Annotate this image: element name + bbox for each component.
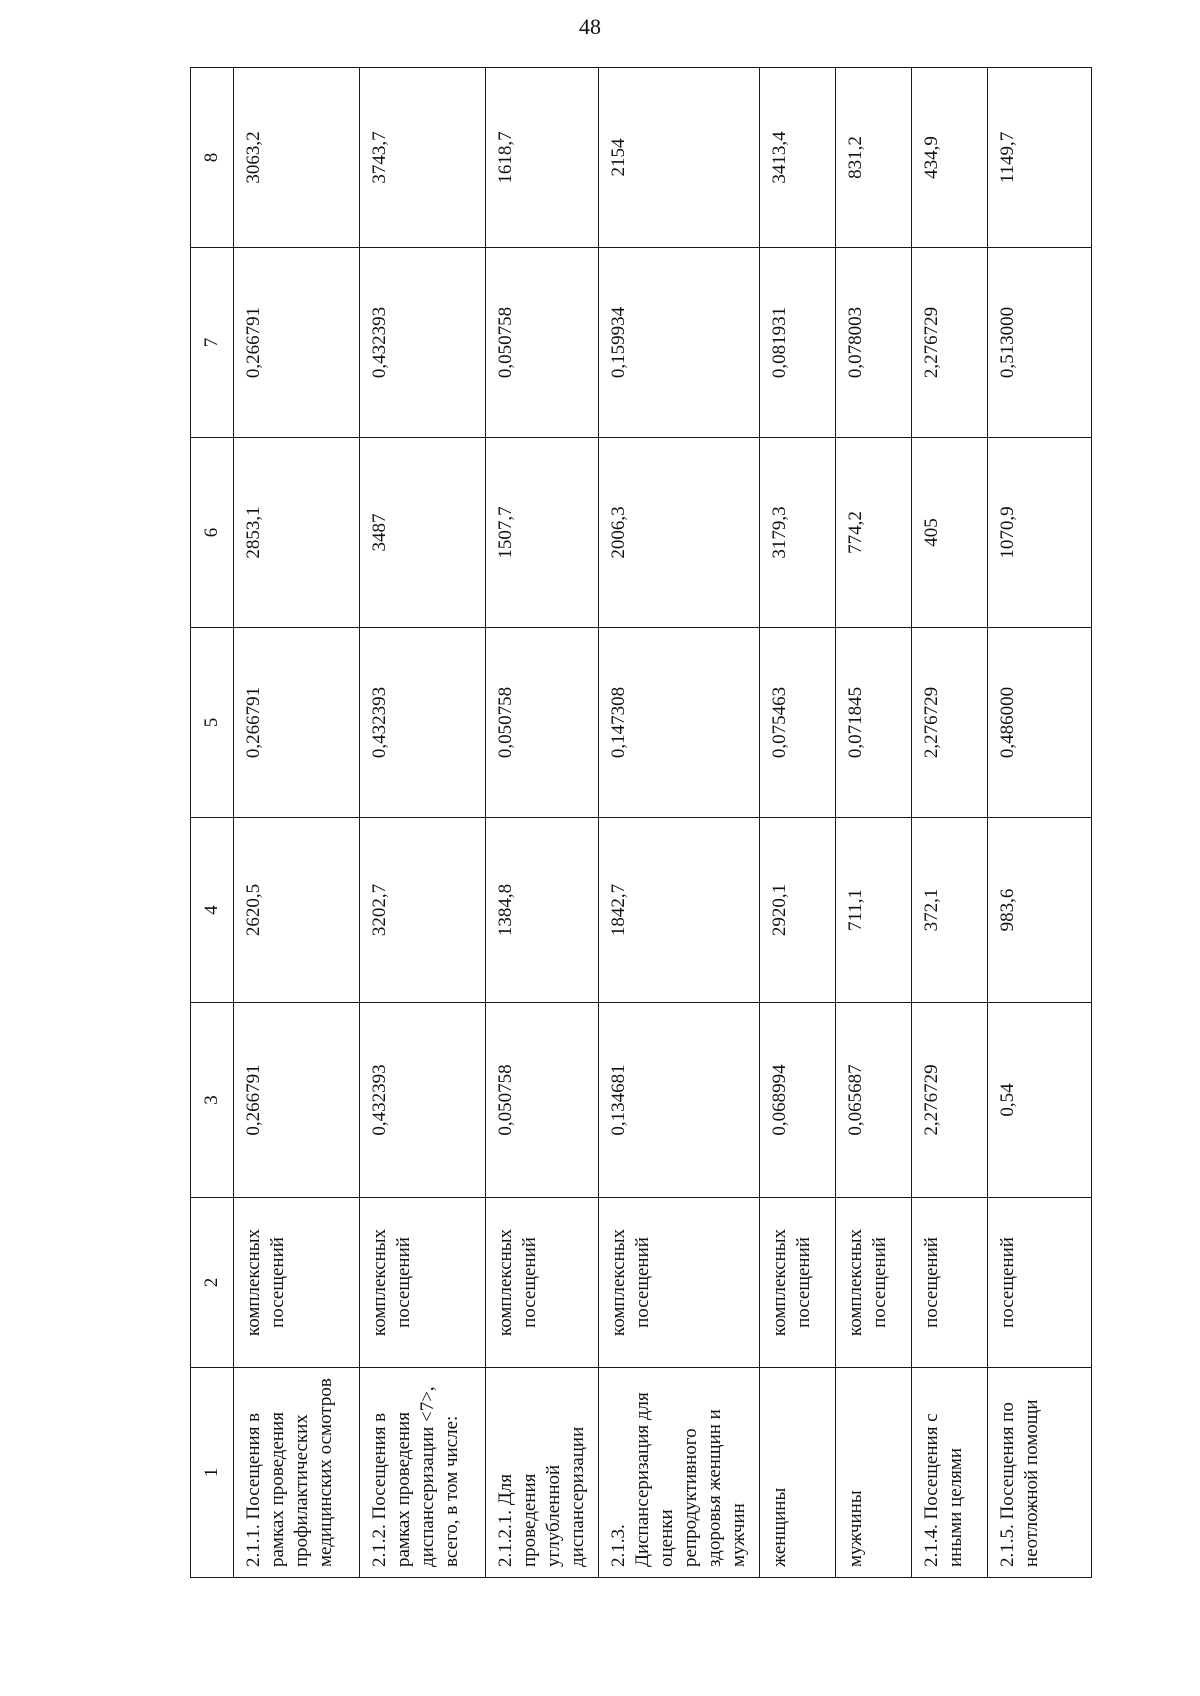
row-unit: посещений	[988, 1198, 1092, 1368]
row-name: мужчины	[836, 1368, 912, 1578]
cell-value: 2,276729	[912, 248, 988, 438]
cell-value: 1618,7	[486, 68, 599, 248]
table-row	[486, 68, 599, 1578]
cell-value: 0,432393	[360, 628, 486, 818]
cell-value: 372,1	[912, 818, 988, 1003]
cell-value: 3413,4	[760, 68, 836, 248]
cell-value: 2006,3	[599, 438, 760, 628]
column-header: 5	[191, 628, 234, 818]
cell-value: 831,2	[836, 68, 912, 248]
cell-value: 3063,2	[234, 68, 360, 248]
row-unit: посещений	[912, 1198, 988, 1368]
cell-value: 2853,1	[234, 438, 360, 628]
cell-value: 3179,3	[760, 438, 836, 628]
cell-value: 2154	[599, 68, 760, 248]
cell-value: 983,6	[988, 818, 1092, 1003]
cell-value: 0,266791	[234, 248, 360, 438]
cell-value: 3487	[360, 438, 486, 628]
table-row	[360, 68, 486, 1578]
cell-value: 0,081931	[760, 248, 836, 438]
header-row	[191, 68, 234, 1578]
row-unit: комплексных посещений	[760, 1198, 836, 1368]
page-number: 48	[579, 14, 601, 39]
row-unit: комплексных посещений	[836, 1198, 912, 1368]
row-unit: комплексных посещений	[360, 1198, 486, 1368]
row-unit: комплексных посещений	[599, 1198, 760, 1368]
cell-value: 711,1	[836, 818, 912, 1003]
row-name: 2.1.4. Посещения с иными целями	[912, 1368, 988, 1578]
row-name: 2.1.5. Посещения по неотложной помощи	[988, 1368, 1092, 1578]
cell-value: 0,54	[988, 1003, 1092, 1198]
table-row	[599, 68, 760, 1578]
row-name: женщины	[760, 1368, 836, 1578]
cell-value: 405	[912, 438, 988, 628]
column-header: 2	[191, 1198, 234, 1368]
cell-value: 2,276729	[912, 1003, 988, 1198]
cell-value: 1507,7	[486, 438, 599, 628]
table-row	[760, 68, 836, 1578]
cell-value: 1384,8	[486, 818, 599, 1003]
row-name: 2.1.3. Диспансеризация для оценки репродуктивного здоровья женщин и мужчин	[599, 1368, 760, 1578]
cell-value: 0,075463	[760, 628, 836, 818]
row-name: 2.1.2.1. Для проведения углубленной диспансеризации	[486, 1368, 599, 1578]
cell-value: 0,266791	[234, 1003, 360, 1198]
cell-value: 0,432393	[360, 248, 486, 438]
cell-value: 434,9	[912, 68, 988, 248]
cell-value: 0,159934	[599, 248, 760, 438]
table-row	[912, 68, 988, 1578]
cell-value: 0,432393	[360, 1003, 486, 1198]
cell-value: 0,513000	[988, 248, 1092, 438]
cell-value: 0,266791	[234, 628, 360, 818]
row-name: 2.1.2. Посещения в рамках проведения диспансеризации <7>, всего, в том числе:	[360, 1368, 486, 1578]
column-header: 4	[191, 818, 234, 1003]
column-header: 7	[191, 248, 234, 438]
cell-value: 0,071845	[836, 628, 912, 818]
cell-value: 3202,7	[360, 818, 486, 1003]
cell-value: 774,2	[836, 438, 912, 628]
cell-value: 0,050758	[486, 1003, 599, 1198]
cell-value: 0,147308	[599, 628, 760, 818]
table-row	[988, 68, 1092, 1578]
cell-value: 0,486000	[988, 628, 1092, 818]
cell-value: 1149,7	[988, 68, 1092, 248]
data-table	[190, 67, 1092, 1578]
cell-value: 2620,5	[234, 818, 360, 1003]
cell-value: 0,065687	[836, 1003, 912, 1198]
row-unit: комплексных посещений	[234, 1198, 360, 1368]
cell-value: 2,276729	[912, 628, 988, 818]
rotated-table-container	[190, 68, 1058, 1578]
cell-value: 0,068994	[760, 1003, 836, 1198]
column-header: 8	[191, 68, 234, 248]
column-header: 1	[191, 1368, 234, 1578]
cell-value: 0,078003	[836, 248, 912, 438]
table-row	[836, 68, 912, 1578]
cell-value: 1842,7	[599, 818, 760, 1003]
table-row	[234, 68, 360, 1578]
cell-value: 1070,9	[988, 438, 1092, 628]
cell-value: 0,134681	[599, 1003, 760, 1198]
cell-value: 0,050758	[486, 628, 599, 818]
column-header: 3	[191, 1003, 234, 1198]
row-name: 2.1.1. Посещения в рамках проведения профилактических медицинских осмотров	[234, 1368, 360, 1578]
column-header: 6	[191, 438, 234, 628]
cell-value: 0,050758	[486, 248, 599, 438]
row-unit: комплексных посещений	[486, 1198, 599, 1368]
cell-value: 2920,1	[760, 818, 836, 1003]
cell-value: 3743,7	[360, 68, 486, 248]
